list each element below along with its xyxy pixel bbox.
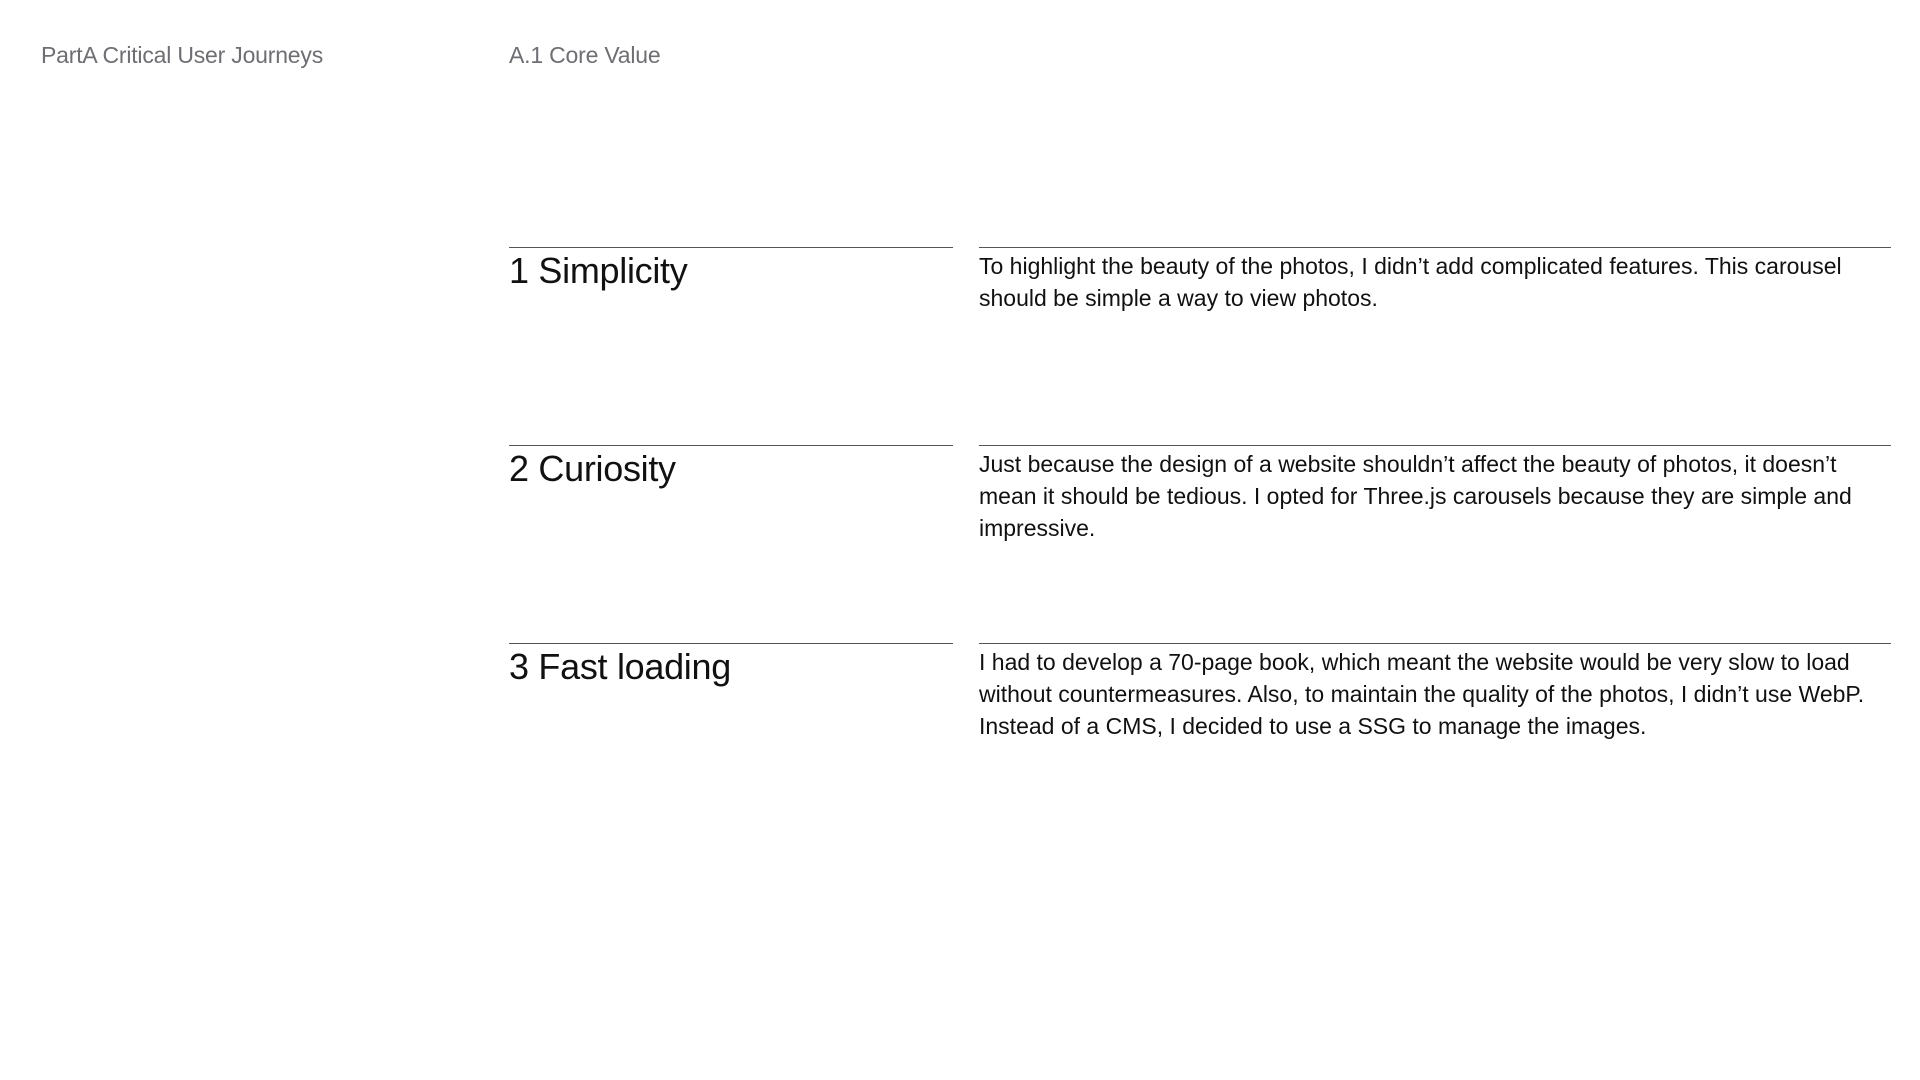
value-item-fast-loading [509,643,1891,841]
value-item-curiosity [509,445,1891,643]
value-item-simplicity [509,247,1891,445]
value-description: To highlight the beauty of the photos, I didn’t add complicated features. This carousel should be simple a way to view photos. [979,247,1891,445]
value-title: 2 Curiosity [509,445,953,643]
part-label: PartA Critical User Journeys [41,42,323,68]
value-description: Just because the design of a website shouldn’t affect the beauty of photos, it doesn’t mean it should be tedious. I opted for Three.js carousels because they are simple and impressive. [979,445,1891,643]
section-label: A.1 Core Value [509,42,661,68]
value-title: 3 Fast loading [509,643,953,841]
value-title: 1 Simplicity [509,247,953,445]
core-values-list [509,247,1891,841]
value-description: I had to develop a 70-page book, which meant the website would be very slow to load without countermeasures. Also, to maintain the quality of the photos, I didn’t use WebP. Instead of a CMS, I decided to use a SSG to manage the images. [979,643,1891,841]
